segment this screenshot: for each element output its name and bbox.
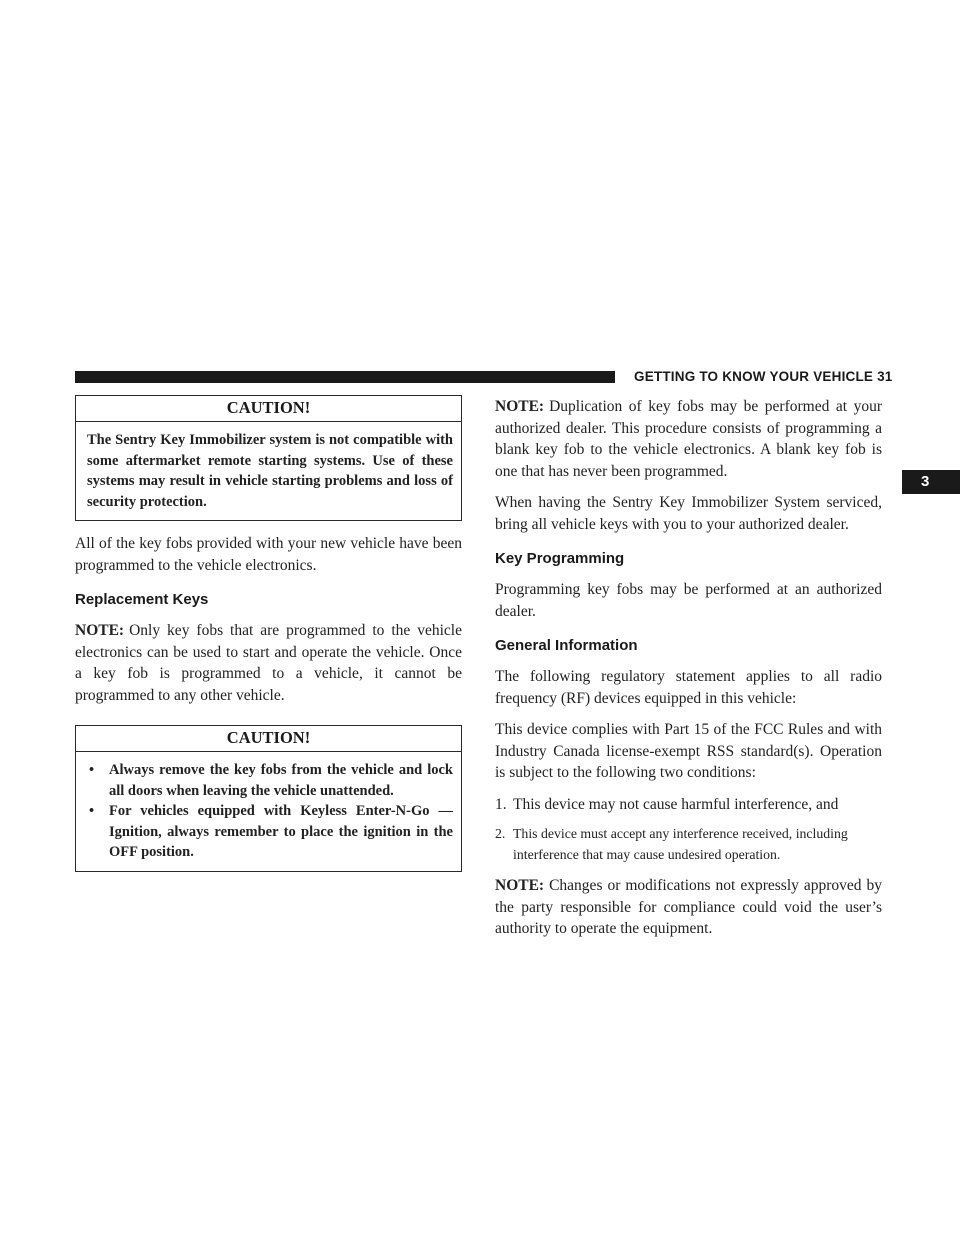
caution-list-item: • Always remove the key fobs from the vehicle and lock all doors when leaving the vehicle unattended.: [89, 762, 453, 799]
heading-replacement-keys: Replacement Keys: [75, 591, 209, 608]
chapter-tab: 3: [902, 470, 960, 494]
note-label: NOTE:: [495, 398, 545, 415]
bullet-icon: •: [89, 762, 95, 778]
caution-title: CAUTION!: [76, 726, 461, 752]
note-text: Duplication of key fobs may be performed at your authorized dealer. This procedure consists of programming a blank key fob to the vehicle electronics. A blank key fob is one that has never been programmed.: [495, 398, 882, 480]
caution-box-immobilizer: [75, 395, 462, 521]
caution-body: [76, 752, 461, 871]
caution-box-key-fobs: [75, 725, 462, 872]
note-text: Changes or modifications not expressly approved by the party responsible for compliance could void the user’s authority to operate the equipment.: [495, 877, 882, 937]
caution-list-item: • For vehicles equipped with Keyless Enter-N-Go — Ignition, always remember to place the ignition in the OFF position.: [89, 803, 453, 860]
paragraph-key-fobs-programmed: All of the key fobs provided with your new vehicle have been programmed to the vehicle electronics.: [75, 535, 462, 574]
note-replacement-keys: [75, 620, 462, 706]
note-duplication: [495, 396, 882, 482]
paragraph-sentry-service: When having the Sentry Key Immobilizer System serviced, bring all vehicle keys with you to your authorized dealer.: [495, 494, 882, 533]
note-modifications: [495, 875, 882, 940]
list-item: 2. This device must accept any interference received, including interference that may cause undesired operation.: [495, 826, 848, 862]
heading-general-information: General Information: [495, 637, 638, 654]
caution-title: CAUTION!: [76, 396, 461, 422]
paragraph-regulatory-statement: The following regulatory statement applies to all radio frequency (RF) devices equipped in this vehicle:: [495, 668, 882, 707]
paragraph-key-programming: Programming key fobs may be performed at an authorized dealer.: [495, 581, 882, 620]
note-text: Only key fobs that are programmed to the vehicle electronics can be used to start and operate the vehicle. Once a key fob is programmed to a vehicle, it cannot be programmed to any other vehicle.: [75, 622, 462, 704]
paragraph-fcc-compliance: This device complies with Part 15 of the FCC Rules and with Industry Canada license-exempt RSS standard(s). Operation is subject to the following two conditions:: [495, 721, 882, 781]
running-header: GETTING TO KNOW YOUR VEHICLE 31: [634, 369, 893, 384]
header-rule: [75, 371, 615, 383]
right-column: [495, 396, 882, 940]
bullet-icon: •: [89, 803, 95, 819]
caution-text: The Sentry Key Immobilizer system is not compatible with some aftermarket remote starting systems. Use of these systems may result in vehicle starting problems and loss of security protection.: [87, 432, 453, 510]
conditions-list: [495, 794, 882, 866]
list-item: 1. This device may not cause harmful interference, and: [495, 795, 839, 813]
caution-list: [87, 760, 453, 863]
heading-key-programming: Key Programming: [495, 550, 625, 567]
note-label: NOTE:: [495, 877, 545, 894]
note-label: NOTE:: [75, 622, 125, 639]
left-column: [75, 395, 462, 872]
